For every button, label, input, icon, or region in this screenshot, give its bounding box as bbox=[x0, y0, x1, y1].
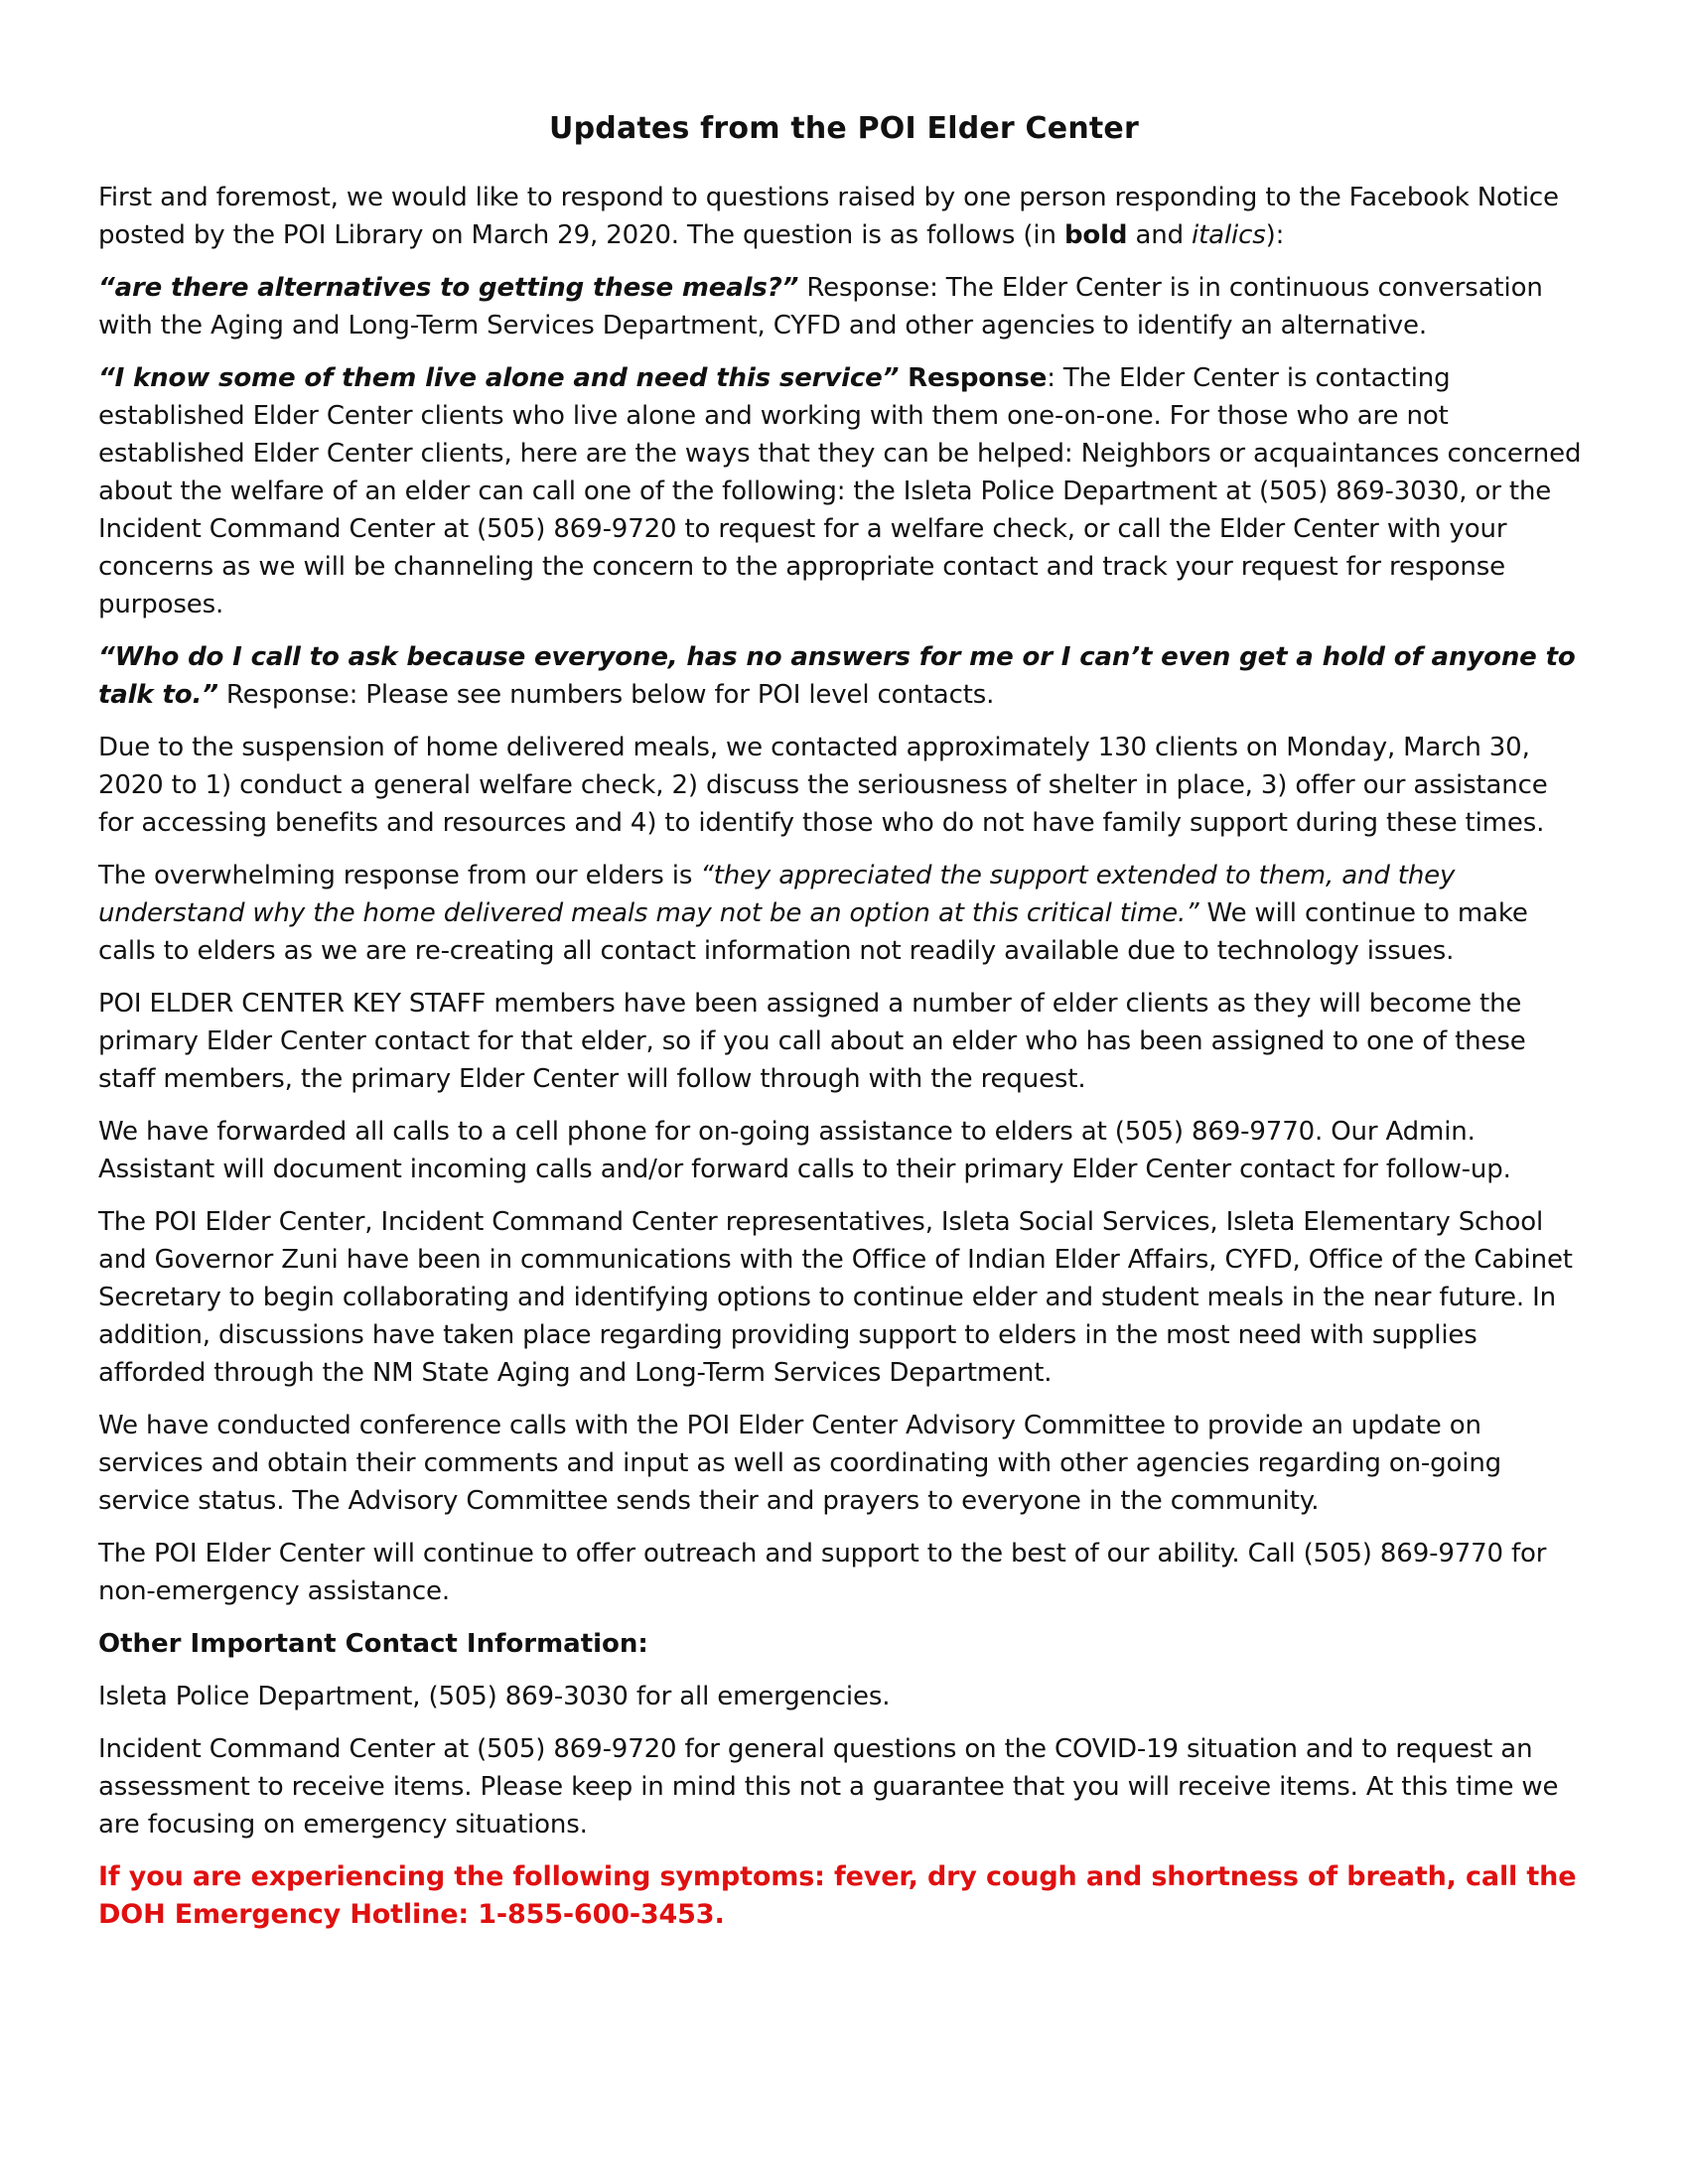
contacts-heading: Other Important Contact Information: bbox=[98, 1629, 648, 1659]
question-3-text: “Who do I call to ask because everyone, has no answers for me or I can’t even get a hold of anyone to talk to.” bbox=[98, 642, 1576, 710]
question-1-text: “are there alternatives to getting these meals?” bbox=[98, 273, 799, 303]
elder-response-paragraph bbox=[98, 857, 1590, 970]
intro-italic-word: italics bbox=[1192, 220, 1266, 250]
suspension-paragraph: Due to the suspension of home delivered meals, we contacted approximately 130 clients on Monday, March 30, 2020 to 1) conduct a general welfare check, 2) discuss the seriousness of shelter in place, 3) offer our assistance for accessing benefits and resources and 4) to identify those who do not have family support during these times. bbox=[98, 733, 1548, 838]
question-1-paragraph bbox=[98, 269, 1590, 344]
question-3-response: Response: Please see numbers below for POI level contacts. bbox=[217, 680, 995, 710]
key-staff-paragraph: POI ELDER CENTER KEY STAFF members have been assigned a number of elder clients as they will become the primary Elder Center contact for that elder, so if you call about an elder who has been assigned to one of these staff members, the primary Elder Center will follow through with the request. bbox=[98, 989, 1526, 1094]
collaboration-paragraph: The POI Elder Center, Incident Command Center representatives, Isleta Social Services, Isleta Elementary School and Governor Zuni have been in communications with the Office of Indian Elder Affairs, CYFD, Office of the Cabinet Secretary to begin collaborating and identifying options to continue elder and student meals in the near future. In addition, discussions have taken place regarding providing support to elders in the most need with supplies afforded through the NM State Aging and Long-Term Services Department. bbox=[98, 1207, 1573, 1388]
call-forward-paragraph: We have forwarded all calls to a cell phone for on-going assistance to elders at (505) 869-9770. Our Admin. Assistant will document incoming calls and/or forward calls to their primary Elder Center contact for follow-up. bbox=[98, 1117, 1511, 1184]
intro-tail: ): bbox=[1265, 220, 1285, 250]
question-3-paragraph bbox=[98, 638, 1590, 714]
page-title: Updates from the POI Elder Center bbox=[549, 111, 1139, 146]
question-2-text: “I know some of them live alone and need this service” bbox=[98, 363, 900, 393]
symptoms-alert: If you are experiencing the following symptoms: fever, dry cough and shortness of breath, call the DOH Emergency Hotline: 1-855-600-3453. bbox=[98, 1861, 1577, 1930]
elder-response-quote: “they appreciated the support extended to them, and they understand why the home delivered meals may not be an option at this critical time.” bbox=[98, 861, 1456, 928]
intro-bold-word: bold bbox=[1063, 220, 1128, 250]
intro-and-word: and bbox=[1127, 220, 1193, 250]
elder-response-lead: The overwhelming response from our elders is bbox=[98, 861, 701, 890]
police-contact-paragraph: Isleta Police Department, (505) 869-3030 for all emergencies. bbox=[98, 1682, 891, 1711]
question-2-response-label: Response bbox=[899, 363, 1048, 393]
elder-response-tail: We will continue to make calls to elders as we are re-creating all contact information not readily available due to technology issues. bbox=[98, 898, 1528, 966]
conference-paragraph: We have conducted conference calls with the POI Elder Center Advisory Committee to provide an update on services and obtain their comments and input as well as coordinating with other agencies regarding on-going service status. The Advisory Committee sends their and prayers to everyone in the community. bbox=[98, 1411, 1502, 1516]
outreach-paragraph: The POI Elder Center will continue to offer outreach and support to the best of our ability. Call (505) 869-9770 for non-emergency assistance. bbox=[98, 1539, 1547, 1606]
document-page bbox=[98, 109, 1590, 1949]
intro-text: First and foremost, we would like to respond to questions raised by one person responding to the Facebook Notice posted by the POI Library on March 29, 2020. The question is as follows (in bbox=[98, 183, 1559, 250]
incident-command-paragraph: Incident Command Center at (505) 869-9720 for general questions on the COVID-19 situation and to request an assessment to receive items. Please keep in mind this not a guarantee that you will receive items. At this time we are focusing on emergency situations. bbox=[98, 1734, 1559, 1840]
question-1-response: Response: The Elder Center is in continuous conversation with the Aging and Long-Term Services Department, CYFD and other agencies to identify an alternative. bbox=[98, 273, 1543, 341]
intro-paragraph bbox=[98, 179, 1590, 254]
question-2-paragraph bbox=[98, 359, 1590, 623]
question-2-response: : The Elder Center is contacting established Elder Center clients who live alone and working with them one-on-one. For those who are not established Elder Center clients, here are the ways that they can be helped: Neighbors or acquaintances concerned about the welfare of an elder can call one of the following: the Isleta Police Department at (505) 869-3030, or the Incident Command Center at (505) 869-9720 to request for a welfare check, or call the Elder Center with your concerns as we will be channeling the concern to the appropriate contact and track your request for response purposes. bbox=[98, 363, 1582, 619]
